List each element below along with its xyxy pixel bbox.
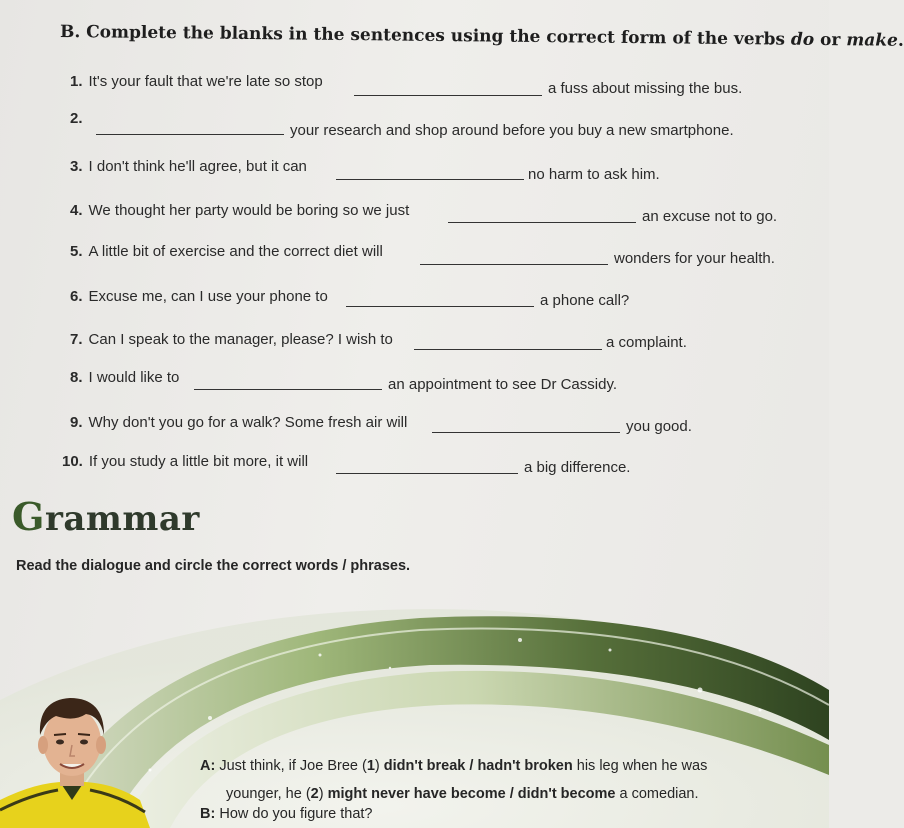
exercise-item-2: 2. [70,110,83,127]
dialogue-line-a: A: Just think, if Joe Bree (1) didn't break / hadn't broken his leg when he was [200,758,708,774]
exercise-item-6: 6. Excuse me, can I use your phone to [70,288,328,305]
exercise-item-4: 4. We thought her party would be boring so we just [70,202,410,219]
dialogue-line-a-cont: younger, he (2) might never have become / didn't become a comedian. [226,786,699,802]
exercise-item-9-end: you good. [626,418,692,435]
exercise-item-8: 8. I would like to [70,369,180,386]
exercise-item-7: 7. Can I speak to the manager, please? I wish to [70,331,393,348]
grammar-instruction: Read the dialogue and circle the correct words / phrases. [16,558,411,574]
exercise-item-4-end: an excuse not to go. [642,208,778,225]
exercise-item-9: 9. Why don't you go for a walk? Some fresh air will [70,414,408,431]
choice-1[interactable]: didn't break / hadn't broken [383,758,573,774]
exercise-item-1-end: a fuss about missing the bus. [548,80,743,97]
exercise-item-7-end: a complaint. [606,334,687,351]
exercise-item-5-end: wonders for your health. [614,250,775,267]
dialogue-line-b: B: How do you figure that? [200,806,373,822]
exercise-item-10-end: a big difference. [524,459,631,476]
exercise-item-1: 1. It's your fault that we're late so stop [70,73,323,90]
exercise-item-5: 5. A little bit of exercise and the correct diet will [70,243,383,260]
exercise-item-3: 3. I don't think he'll agree, but it can [70,158,307,175]
exercise-item-6-end: a phone call? [540,292,630,309]
exercise-item-2-end: your research and shop around before you buy a new smartphone. [290,122,734,139]
choice-2[interactable]: might never have become / didn't become [327,786,616,802]
exercise-item-10: 10. If you study a little bit more, it will [62,453,309,470]
grammar-section-title: Grammar [12,494,200,539]
exercise-b-heading: B. Complete the blanks in the sentences using the correct form of the verbs do or make. [59,22,904,51]
exercise-item-8-end: an appointment to see Dr Cassidy. [388,376,618,393]
exercise-item-3-end: no harm to ask him. [528,166,660,183]
